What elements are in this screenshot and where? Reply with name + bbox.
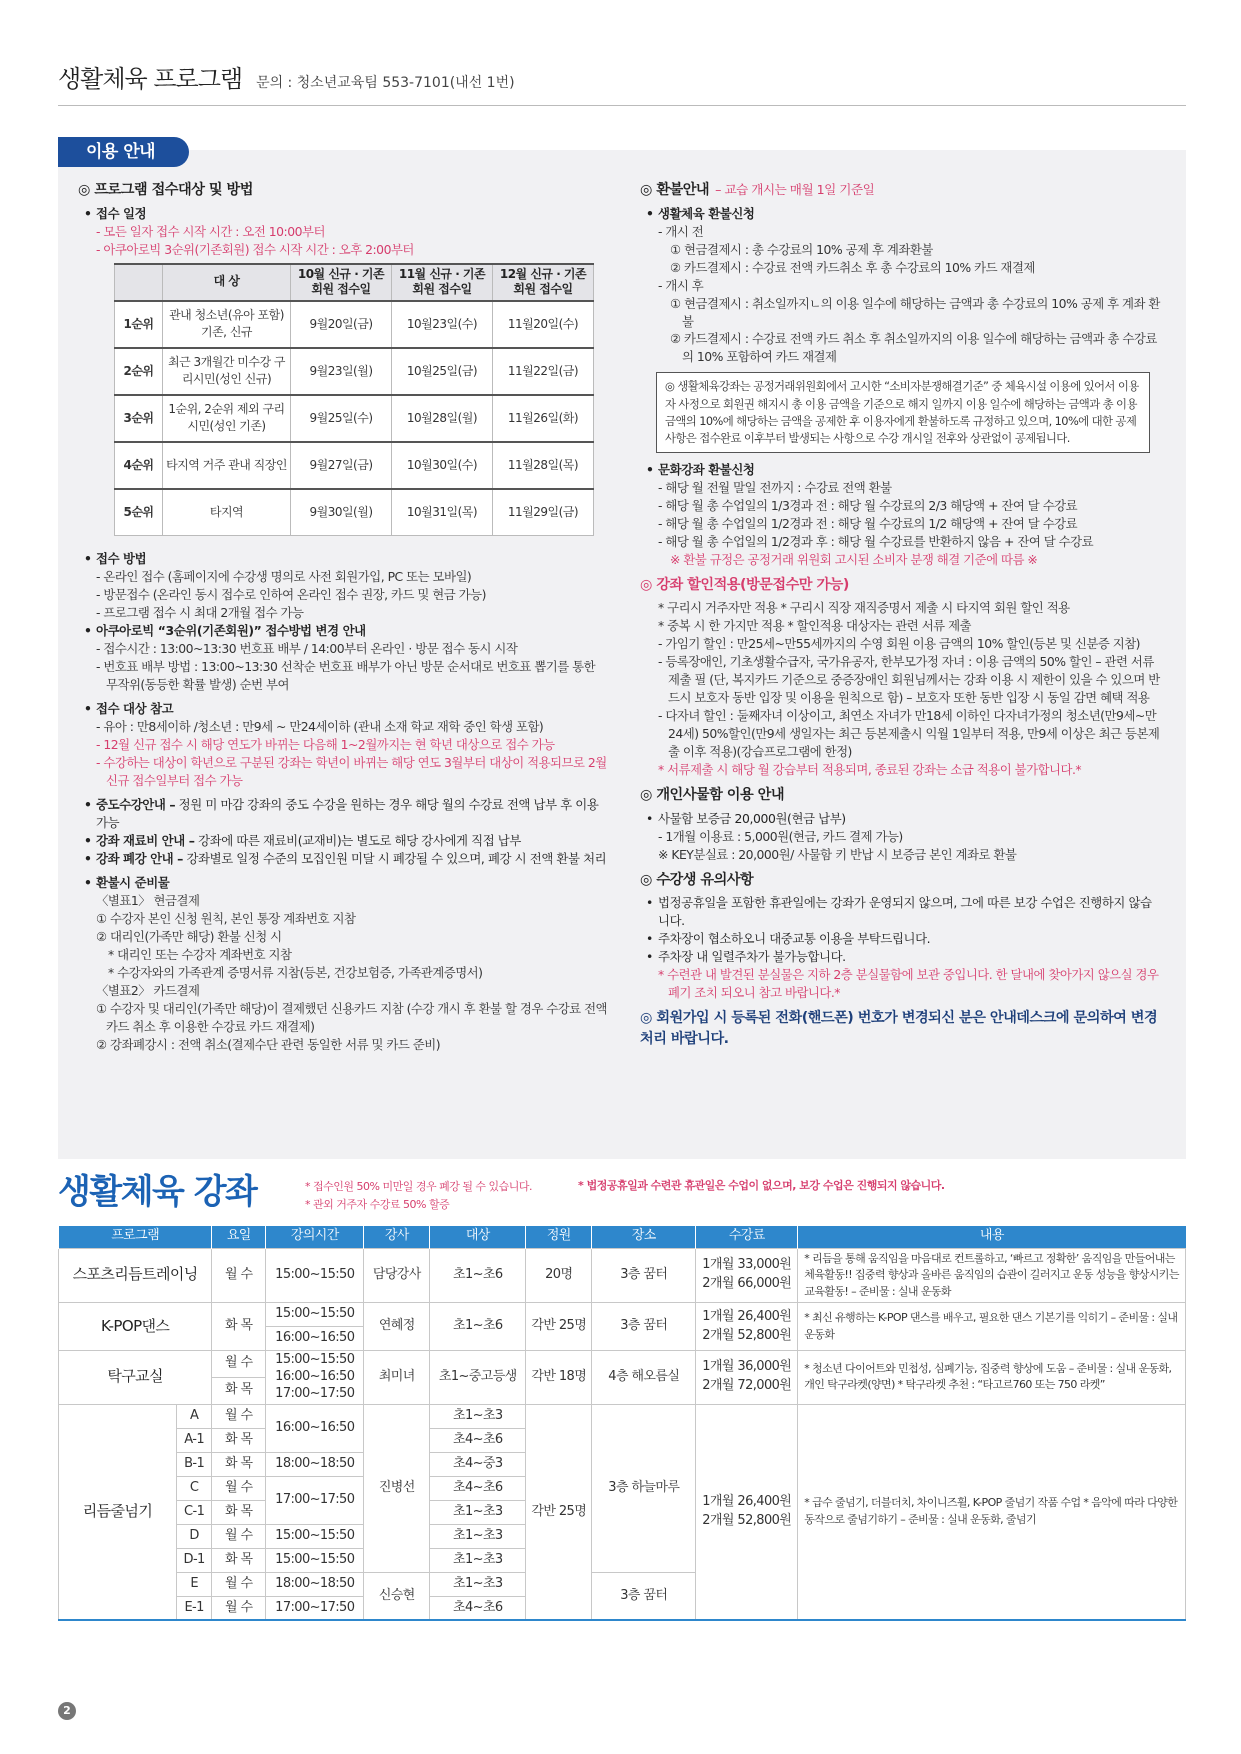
col-teacher: 강사 bbox=[364, 1226, 430, 1248]
table-row: E-1 월 수 17:00~17:50 초4~초6 bbox=[59, 1596, 1186, 1620]
col-desc: 내용 bbox=[798, 1226, 1186, 1248]
table-row: 1순위 관내 청소년(유아 포함) 기존, 신규 9월20일(금) 10월23일(수) 11월20일(수) bbox=[115, 301, 594, 348]
col-day: 요일 bbox=[212, 1226, 266, 1248]
sched-note-1: - 모든 일자 접수 시작 시간 : 오전 10:00부터 bbox=[96, 223, 325, 239]
target-line: - 유아 : 만8세이하 /청소년 : 만9세 ~ 만24세이하 (관내 소재 학교 재학 중인 학생 포함) bbox=[96, 719, 544, 735]
programs-holiday-note: * 법정공휴일과 수련관 휴관일은 수업이 없으며, 보강 수업은 진행되지 않습니다. bbox=[578, 1179, 945, 1192]
guide-tab: 이용 안내 bbox=[58, 137, 189, 167]
aqua-title: • 아쿠아로빅 “3순위(기존회원)” 접수방법 변경 안내 bbox=[78, 622, 608, 640]
table-row: 4순위 타지역 거주 관내 직장인 9월27일(금) 10월30일(수) 11월28일(목) bbox=[115, 442, 594, 489]
refund-line: ① 현금결제시 : 취소일까지ㄴ의 이용 일수에 해당하는 금액과 총 수강료의 10% 공제 후 계좌 환불 bbox=[670, 295, 1160, 329]
programs-notes: * 접수인원 50% 미만일 경우 폐강 될 수 있습니다. * 관외 거주자 수강료 50% 할증 bbox=[305, 1180, 533, 1211]
table-row: K-POP댄스 화 목 15:00~15:50 연혜정 초1~초6 각반 25명 3층 꿈터 1개월 26,400원 2개월 52,800원 * 최신 유행하는 K-POP 댄스를 배우고, 필요한 댄스 기본기를 익히기 – 준비물 : 실내 운동화 bbox=[59, 1303, 1186, 1327]
contact-info: 문의 : 청소년교육팀 553-7101(내선 1번) bbox=[256, 75, 515, 91]
caution-line: • 법정공휴일을 포함한 휴관일에는 강좌가 운영되지 않으며, 그에 따른 보강 수업은 진행하지 않습니다. bbox=[640, 894, 1160, 930]
prep-line: 〈별표1〉 현금결제 bbox=[96, 892, 200, 908]
prep-title: • 환불시 준비물 bbox=[78, 874, 608, 892]
closure-notice: • 강좌 폐강 안내 – 강좌별로 일정 수준의 모집인원 미달 시 폐강될 수 있으며, 폐강 시 전액 환불 처리 bbox=[78, 850, 608, 868]
col-target: 대 상 bbox=[163, 264, 291, 301]
discount-line: - 가임기 할인 : 만25세~만55세까지의 수영 회원 이용 금액의 10% 할인(등본 및 신분증 지참) bbox=[658, 636, 1141, 652]
caution-line: • 주차장 내 일렬주차가 불가능합니다. bbox=[640, 948, 1160, 966]
target-red-1: - 12월 신규 접수 시 해당 연도가 바뀌는 다음해 1~2월까지는 현 학년 대상으로 접수 가능 bbox=[96, 737, 555, 753]
refund-line: ② 카드결제시 : 수강료 전액 카드취소 후 총 수강료의 10% 카드 재결제 bbox=[670, 259, 1035, 275]
method-line: - 프로그램 접수 시 최대 2개월 접수 가능 bbox=[96, 605, 304, 621]
locker-line: - 1개월 이용료 : 5,000원(현금, 카드 결제 가능) bbox=[658, 828, 903, 844]
refund-section-title: ◎ 환불안내 – 교습 개시는 매월 1일 기준일 bbox=[640, 182, 875, 198]
table-row: 3순위 1순위, 2순위 제외 구리시민(성인 기존) 9월25일(수) 10월28일(월) 11월26일(화) bbox=[115, 395, 594, 442]
refund-line: - 개시 후 bbox=[658, 277, 704, 293]
refund-line: - 개시 전 bbox=[658, 223, 704, 239]
table-row: 화 목 bbox=[59, 1377, 1186, 1404]
phone-change-notice: ◎ 회원가입 시 등록된 전화(핸드폰) 번호가 변경되신 분은 안내데스크에 문의하여 변경 처리 바랍니다. bbox=[640, 1010, 1158, 1047]
prep-line: ① 수강자 및 대리인(가족만 해당)이 결제했던 신용카드 지참 (수강 개시 후 환불 할 경우 수강료 전액 카드 취소 후 이용한 수강료 카드 재결제) bbox=[96, 1000, 608, 1034]
col-oct: 10월 신규 · 기존 회원 접수일 bbox=[291, 264, 392, 301]
prep-line: * 대리인 또는 수강자 계좌번호 지참 bbox=[108, 946, 292, 962]
locker-section-title: ◎ 개인사물함 이용 안내 bbox=[640, 787, 785, 804]
refund-line: - 해당 월 총 수업일의 1/3경과 전 : 해당 월 수강료의 2/3 해당액 + 잔여 달 수강료 bbox=[658, 497, 1078, 513]
programs-title: 생활체육 강좌 bbox=[58, 1172, 257, 1212]
discount-line: * 구리시 거주자만 적용 * 구리시 직장 재직증명서 제출 시 타지역 회원 할인 적용 bbox=[658, 600, 1070, 616]
target-title: • 접수 대상 참고 bbox=[78, 700, 608, 718]
page-number: 2 bbox=[58, 1702, 76, 1720]
refund-line: ① 현금결제시 : 총 수강료의 10% 공제 후 계좌환불 bbox=[670, 241, 933, 257]
schedule-table bbox=[114, 263, 594, 537]
table-row: E 월 수 18:00~18:50 신승현 초1~초3 3층 꿈터 bbox=[59, 1572, 1186, 1596]
table-row: C-1 화 목 초1~초3 bbox=[59, 1500, 1186, 1524]
sched-title: • 접수 일정 bbox=[78, 205, 608, 223]
table-row: 5순위 타지역 9월30일(월) 10월31일(목) 11월29일(금) bbox=[115, 489, 594, 536]
prep-line: * 수강자와의 가족관계 증명서류 지참(등본, 건강보험증, 가족관계증명서) bbox=[108, 964, 483, 980]
programs-table bbox=[58, 1226, 1186, 1621]
col-fee: 수강료 bbox=[696, 1226, 798, 1248]
reg-section-title: ◎ 프로그램 접수대상 및 방법 bbox=[78, 182, 253, 198]
table-row: D-1 화 목 15:00~15:50 초1~초3 bbox=[59, 1548, 1186, 1572]
sched-note-2: - 아쿠아로빅 3순위(기존회원) 접수 시작 시간 : 오후 2:00부터 bbox=[96, 241, 414, 257]
method-line: - 온라인 접수 (홈페이지에 수강생 명의로 사전 회원가입, PC 또는 모바일) bbox=[96, 569, 472, 585]
method-title: • 접수 방법 bbox=[78, 550, 608, 568]
aqua-line: - 접수시간 : 13:00~13:30 번호표 배부 / 14:00부터 온라인 · 방문 접수 동시 시작 bbox=[96, 641, 518, 657]
culture-refund-title: • 문화강좌 환불신청 bbox=[640, 461, 1160, 479]
col-dec: 12월 신규 · 기존 회원 접수일 bbox=[493, 264, 594, 301]
table-row: 탁구교실 월 수 15:00~15:50 16:00~16:50 17:00~17:50 최미녀 초1~중고등생 각반 18명 4층 해오름실 1개월 36,000원 2개월 72,000원 * 청소년 다이어트와 민첩성, 심폐기능, 집중력 향상에 도움 – 준비물 : 실내 운동화, 개인 탁구라켓(양면) * 탁구라켓 추천 : “타고르760 또는 750 라켓” bbox=[59, 1351, 1186, 1378]
table-row: A-1 화 목 초4~초6 bbox=[59, 1428, 1186, 1452]
refund-red-note: ※ 환불 규정은 공정거래 위원회 고시된 소비자 분쟁 해결 기준에 따름 ※ bbox=[670, 551, 1038, 567]
guide-right-column bbox=[640, 180, 1160, 1049]
refund-line: - 해당 월 전월 말일 전까지 : 수강료 전액 환불 bbox=[658, 479, 892, 495]
table-row: 16:00~16:50 bbox=[59, 1327, 1186, 1351]
discount-line: * 중복 시 한 가지만 적용 * 할인적용 대상자는 관련 서류 제출 bbox=[658, 618, 972, 634]
page-title: 생활체육 프로그램 bbox=[58, 65, 243, 93]
table-row: B-1 화 목 18:00~18:50 초4~중3 bbox=[59, 1452, 1186, 1476]
sports-refund-title: • 생활체육 환불신청 bbox=[640, 205, 1160, 223]
refund-notice-box: ◎ 생활체육강좌는 공정거래위원회에서 고시한 “소비자분쟁해결기준” 중 체육시설 이용에 있어서 이용자 사정으로 회원권 해지시 총 이용 금액을 기준으로 해지 일까지 이용 일수에 해당하는 금액과 총 이용금액의 10%에 해당하는 금액을 공제한 후 이용자에게 환불하도록 규정하고 있으며, 10%에 대한 공제 사항은 접수완료 이후부터 발생되는 사항으로 수강 개시일 전후와 상관없이 공제됩니다. bbox=[656, 372, 1150, 452]
refund-line: - 해당 월 총 수업일의 1/2경과 후 : 해당 월 수강료를 반환하지 않음 + 잔여 달 수강료 bbox=[658, 533, 1094, 549]
col-nov: 11월 신규 · 기존 회원 접수일 bbox=[392, 264, 493, 301]
refund-line: ② 카드결제시 : 수강료 전액 카드 취소 후 취소일까지의 이용 일수에 해당하는 금액과 총 수강료의 10% 포함하여 카드 재결제 bbox=[670, 331, 1157, 365]
col-place: 장소 bbox=[592, 1226, 696, 1248]
guide-left-column bbox=[78, 180, 608, 1054]
table-row: 스포츠리듬트레이닝 월 수 15:00~15:50 담당강사 초1~초6 20명 3층 꿈터 1개월 33,000원 2개월 66,000원 * 리듬을 통해 움직임을 마음대로 컨트롤하고, ‘빠르고 정확한’ 움직임을 만들어내는 체육활동!! 집중력 향상과 올바른 움직임의 습관이 길러지고 운동 성능을 향상시키는 교육활동! – 준비물 : 실내 운동화 bbox=[59, 1248, 1186, 1303]
caution-red-note: * 수련관 내 발견된 분실물은 지하 2층 분실물함에 보관 중입니다. 한 달내에 찾아가지 않으실 경우 폐기 조치 되오니 참고 바랍니다.* bbox=[658, 967, 1159, 1001]
midway-notice: • 중도수강안내 – 정원 미 마감 강좌의 중도 수강을 원하는 경우 해당 월의 수강료 전액 납부 후 이용 가능 bbox=[78, 796, 608, 832]
method-line: - 방문접수 (온라인 동시 접수로 인하여 온라인 접수 권장, 카드 및 현금 가능) bbox=[96, 587, 486, 603]
aqua-line: - 번호표 배부 방법 : 13:00~13:30 선착순 번호표 배부가 아닌 방문 순서대로 번호표 뽑기를 통한 무작위(동등한 확률 발생) 순번 부여 bbox=[96, 659, 596, 693]
discount-line: - 등록장애인, 기초생활수급자, 국가유공자, 한부모가정 자녀 : 이용 금액의 50% 할인 – 관련 서류제출 필 (단, 복지카드 기준으로 중증장애인 회원님께서는 강좌 이용 시 제한이 있을 수 있으며 반드시 보호자 동반 입장 및 이용을 원칙으로 함) – 보호자 또한 동반 입장 시 동일 감면 혜택 적용 bbox=[658, 654, 1160, 706]
table-row: C 월 수 17:00~17:50 초4~초6 bbox=[59, 1476, 1186, 1500]
table-row: 리듬줄넘기 A 월 수 16:00~16:50 진병선 초1~초3 각반 25명 3층 하늘마루 1개월 26,400원 2개월 52,800원 * 급수 줄넘기, 더블더치, 차이니즈휠, K-POP 줄넘기 작품 수업 * 음악에 따라 다양한 동작으로 줄넘기하기 – 준비물 : 실내 운동화, 줄넘기 bbox=[59, 1404, 1186, 1428]
locker-line: • 사물함 보증금 20,000원(현금 납부) bbox=[640, 810, 1160, 828]
prep-line: ② 강좌폐강시 : 전액 취소(결제수단 관련 동일한 서류 및 카드 준비) bbox=[96, 1036, 441, 1052]
caution-line: • 주차장이 협소하오니 대중교통 이용을 부탁드립니다. bbox=[640, 930, 1160, 948]
discount-red-note: * 서류제출 시 해당 월 강습부터 적용되며, 종료된 강좌는 소급 적용이 불가합니다.* bbox=[658, 762, 1082, 778]
col-time: 강의시간 bbox=[266, 1226, 364, 1248]
caution-section-title: ◎ 수강생 유의사항 bbox=[640, 871, 754, 888]
table-row: D 월 수 15:00~15:50 초1~초3 bbox=[59, 1524, 1186, 1548]
prep-line: 〈별표2〉 카드결제 bbox=[96, 982, 200, 998]
col-capacity: 정원 bbox=[526, 1226, 592, 1248]
col-target: 대상 bbox=[430, 1226, 526, 1248]
col-program: 프로그램 bbox=[59, 1226, 212, 1248]
discount-section-title: ◎ 강좌 할인적용(방문접수만 가능) bbox=[640, 576, 849, 593]
refund-line: - 해당 월 총 수업일의 1/2경과 전 : 해당 월 수강료의 1/2 해당액 + 잔여 달 수강료 bbox=[658, 515, 1078, 531]
discount-line: - 다자녀 할인 : 둘째자녀 이상이고, 최연소 자녀가 만18세 이하인 다자녀가정의 청소년(만9세~만24세) 50%할인(만9세 생일자는 최근 등본제출시 익월 1일부터 적용, 만9세 이상은 최근 등본제출 이후 적용)(강습프로그램에 한정) bbox=[658, 708, 1160, 760]
prep-line: ② 대리인(가족만 해당) 환불 신청 시 bbox=[96, 928, 282, 944]
page-header bbox=[58, 62, 1186, 106]
prep-line: ① 수강자 본인 신청 원칙, 본인 통장 계좌번호 지참 bbox=[96, 910, 356, 926]
material-notice: • 강좌 재료비 안내 – 강좌에 따른 재료비(교재비)는 별도로 해당 강사에게 직접 납부 bbox=[78, 832, 608, 850]
target-red-2: - 수강하는 대상이 학년으로 구분된 강좌는 학년이 바뀌는 해당 연도 3월부터 대상이 적용되므로 2월 신규 접수일부터 접수 가능 bbox=[96, 755, 607, 789]
locker-line: ※ KEY분실료 : 20,000원/ 사물함 키 반납 시 보증금 본인 계좌로 환불 bbox=[658, 846, 1017, 862]
table-row: 2순위 최근 3개월간 미수강 구리시민(성인 신규) 9월23일(월) 10월25일(금) 11월22일(금) bbox=[115, 348, 594, 395]
